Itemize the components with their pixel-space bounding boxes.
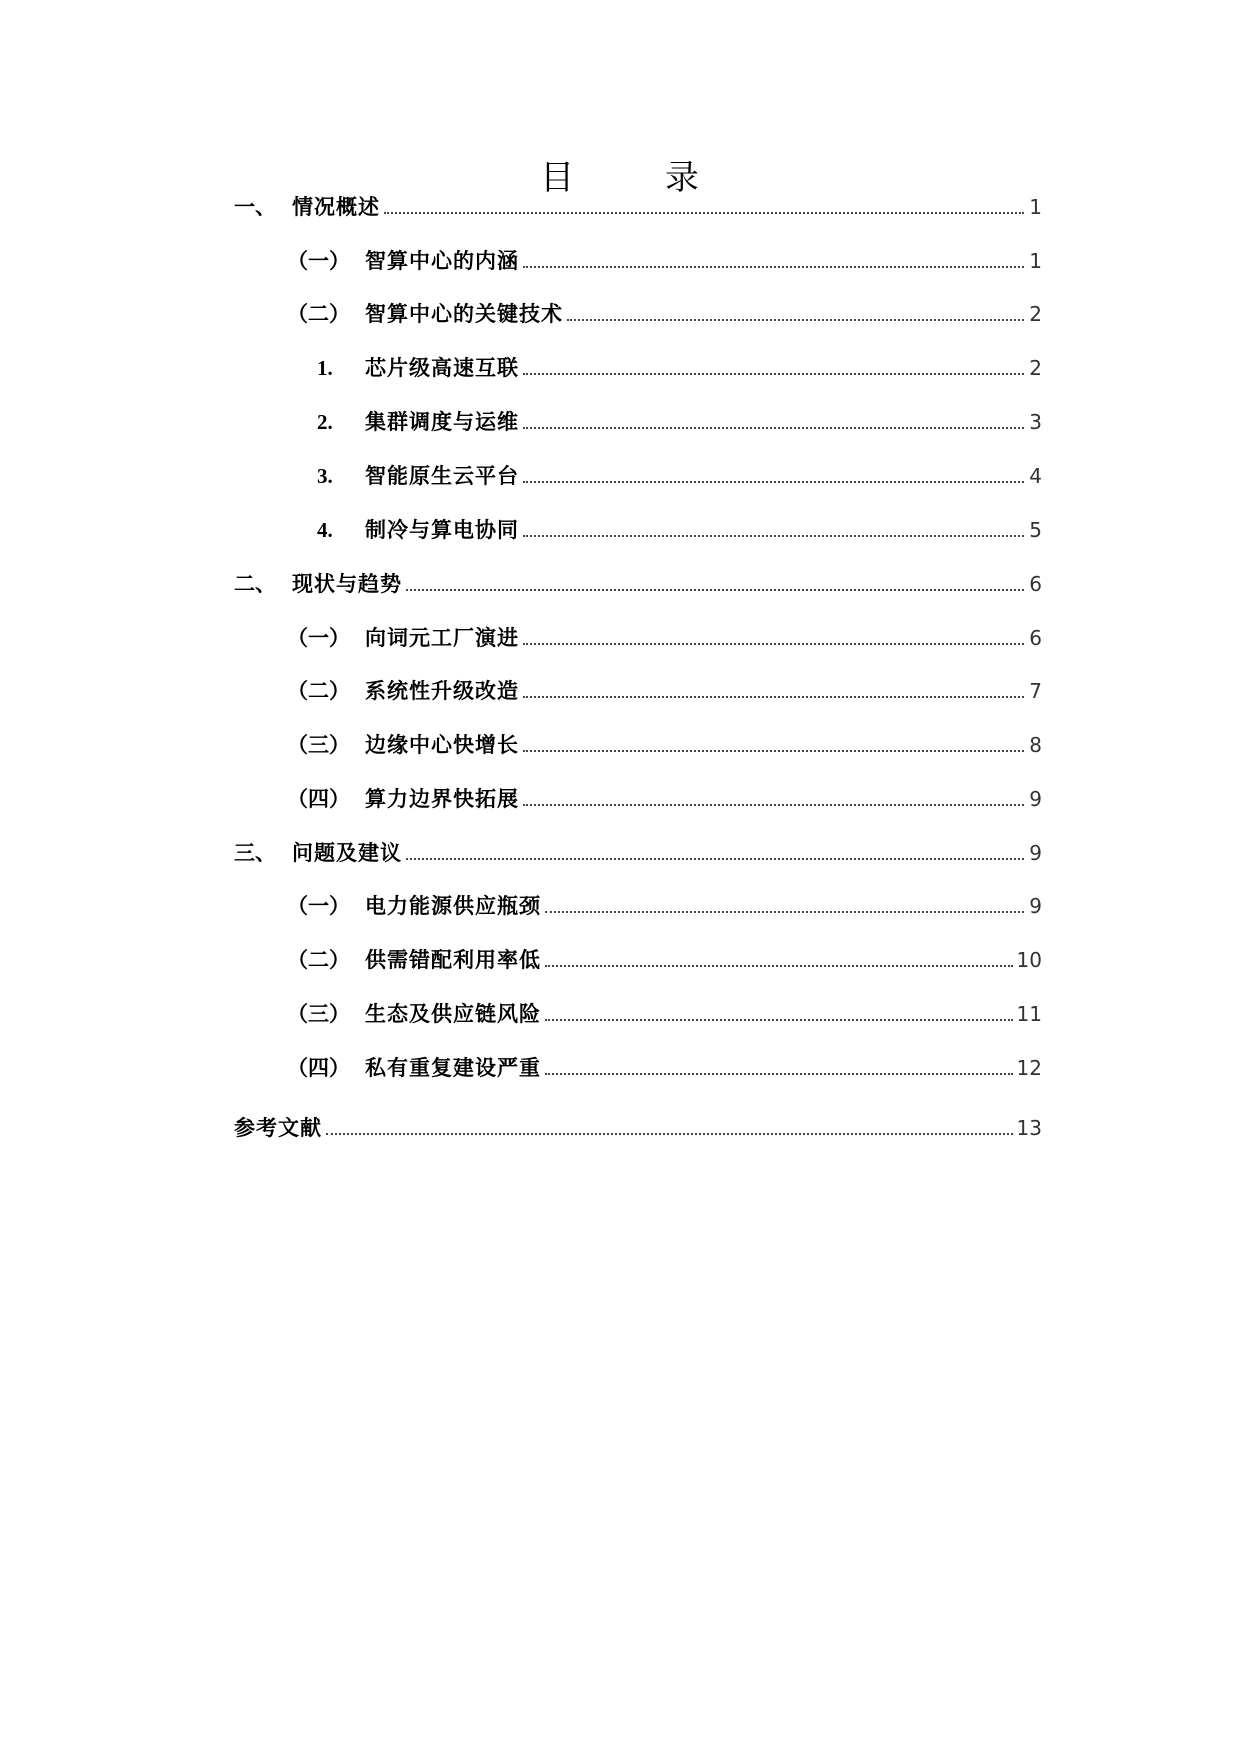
toc-entry-text: 系统性升级改造 xyxy=(365,678,519,703)
toc-leader-dots xyxy=(523,480,1024,483)
toc-entry[interactable] xyxy=(287,891,1042,921)
toc-entry-text: 制冷与算电协同 xyxy=(365,517,519,542)
toc-entry-page: 6 xyxy=(1029,626,1042,650)
toc-entry-page: 9 xyxy=(1029,787,1042,811)
toc-leader-dots xyxy=(326,1132,1013,1135)
toc-entry[interactable] xyxy=(317,515,1042,545)
toc-leader-dots xyxy=(545,1072,1013,1075)
toc-entry[interactable] xyxy=(234,192,1042,222)
toc-entry[interactable] xyxy=(287,623,1042,653)
toc-entry-page: 9 xyxy=(1029,894,1042,918)
toc-entry-text: 生态及供应链风险 xyxy=(365,1001,541,1026)
toc-entry-page: 4 xyxy=(1029,464,1042,488)
toc-entry-text: 智算中心的内涵 xyxy=(365,248,519,273)
toc-entry-text: 边缘中心快增长 xyxy=(365,732,519,757)
toc-entry-page: 2 xyxy=(1029,302,1042,326)
toc-entry-page: 5 xyxy=(1029,518,1042,542)
toc-leader-dots xyxy=(545,1018,1013,1021)
toc-entry-number: （二） xyxy=(287,301,350,326)
toc-entry-text: 供需错配利用率低 xyxy=(365,947,541,972)
toc-entry[interactable] xyxy=(234,838,1042,868)
toc-entry-text: 向词元工厂演进 xyxy=(365,625,519,650)
toc-entry-text: 电力能源供应瓶颈 xyxy=(365,893,541,918)
toc-entry[interactable] xyxy=(287,999,1042,1029)
toc-leader-dots xyxy=(384,211,1024,214)
toc-entry-text: 私有重复建设严重 xyxy=(365,1055,541,1080)
toc-leader-dots xyxy=(545,910,1024,913)
toc-entry-text: 参考文献 xyxy=(234,1115,322,1140)
toc-leader-dots xyxy=(523,749,1024,752)
toc-entry-number: （一） xyxy=(287,893,350,918)
toc-entry-page: 1 xyxy=(1029,249,1042,273)
toc-leader-dots xyxy=(406,588,1024,591)
toc-leader-dots xyxy=(523,695,1024,698)
toc-entry[interactable] xyxy=(317,353,1042,383)
toc-leader-dots xyxy=(523,534,1024,537)
toc-entry[interactable] xyxy=(287,676,1042,706)
toc-entry-page: 13 xyxy=(1016,1116,1042,1140)
toc-entry-page: 3 xyxy=(1029,410,1042,434)
toc-entry-page: 2 xyxy=(1029,356,1042,380)
toc-entry-text: 智算中心的关键技术 xyxy=(365,301,563,326)
toc-entry[interactable] xyxy=(317,407,1042,437)
toc-entry[interactable] xyxy=(287,1053,1042,1083)
toc-entry[interactable] xyxy=(317,461,1042,491)
toc-entry-page: 10 xyxy=(1016,948,1042,972)
toc-entry[interactable] xyxy=(287,246,1042,276)
toc-entry-page: 6 xyxy=(1029,572,1042,596)
toc-entry[interactable] xyxy=(287,945,1042,975)
toc-entry-text: 智能原生云平台 xyxy=(365,463,519,488)
toc-entry-page: 12 xyxy=(1016,1056,1042,1080)
toc-leader-dots xyxy=(523,372,1024,375)
toc-entry[interactable] xyxy=(234,1113,1042,1143)
toc-entry-number: 3. xyxy=(317,464,333,488)
toc-entry[interactable] xyxy=(287,299,1042,329)
toc-entry-number: （二） xyxy=(287,947,350,972)
toc-entry-text: 芯片级高速互联 xyxy=(365,355,519,380)
toc-leader-dots xyxy=(567,318,1024,321)
toc-entry-page: 11 xyxy=(1016,1002,1042,1026)
toc-entry-number: 4. xyxy=(317,518,333,542)
toc-leader-dots xyxy=(406,857,1024,860)
toc-entry-number: 三、 xyxy=(234,840,276,865)
toc-leader-dots xyxy=(545,964,1013,967)
toc-entry-number: 2. xyxy=(317,410,333,434)
toc-entry-number: （二） xyxy=(287,678,350,703)
toc-entry-text: 集群调度与运维 xyxy=(365,409,519,434)
toc-entry-page: 7 xyxy=(1029,679,1042,703)
toc-entry-page: 1 xyxy=(1029,195,1042,219)
toc-entry-number: 1. xyxy=(317,356,333,380)
toc-leader-dots xyxy=(523,426,1024,429)
toc-leader-dots xyxy=(523,803,1024,806)
toc-entry-number: （三） xyxy=(287,732,350,757)
toc-entry-page: 8 xyxy=(1029,733,1042,757)
toc-leader-dots xyxy=(523,265,1024,268)
toc-entry-number: （四） xyxy=(287,1055,350,1080)
toc-title: 目 录 xyxy=(540,158,739,198)
toc-entry-number: （一） xyxy=(287,248,350,273)
toc-entry-text: 情况概述 xyxy=(292,194,380,219)
toc-entry-page: 9 xyxy=(1029,841,1042,865)
toc-entry-number: （三） xyxy=(287,1001,350,1026)
toc-entry-text: 问题及建议 xyxy=(292,840,402,865)
toc-entry-number: 一、 xyxy=(234,194,276,219)
toc-entry[interactable] xyxy=(287,784,1042,814)
toc-entry[interactable] xyxy=(287,730,1042,760)
toc-leader-dots xyxy=(523,642,1024,645)
toc-entry-number: （一） xyxy=(287,625,350,650)
toc-entry-number: （四） xyxy=(287,786,350,811)
toc-entry[interactable] xyxy=(234,569,1042,599)
toc-entry-text: 算力边界快拓展 xyxy=(365,786,519,811)
toc-entry-number: 二、 xyxy=(234,571,276,596)
toc-entry-text: 现状与趋势 xyxy=(292,571,402,596)
